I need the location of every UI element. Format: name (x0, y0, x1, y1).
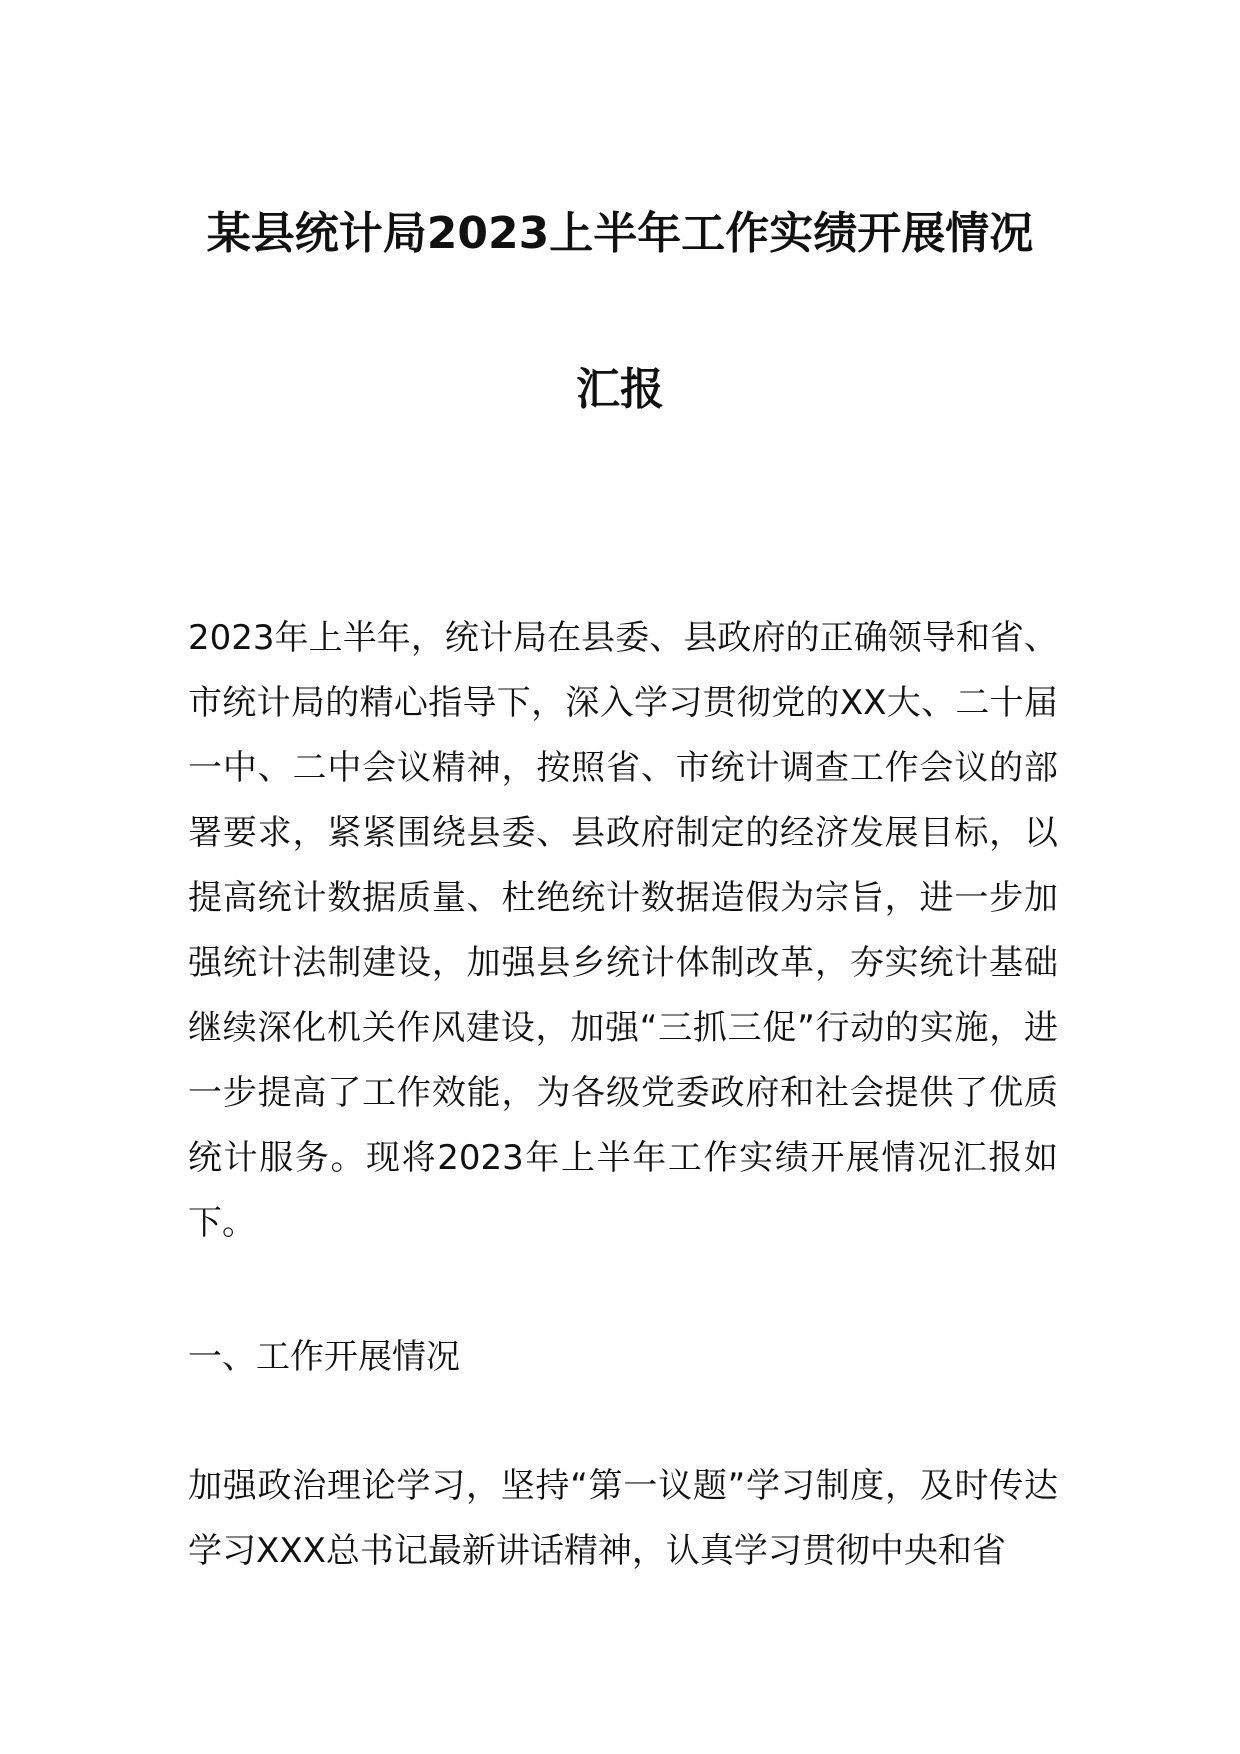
document-title-line-1: 某县统计局2023上半年工作实绩开展情况 (206, 208, 1034, 259)
document-title-line-2: 汇报 (576, 364, 664, 415)
section-paragraph: 加强政治理论学习，坚持“第一议题”学习制度，及时传达学习XXX总书记最新讲话精神，认真学习贯彻中央和省 (188, 1466, 1058, 1571)
section-heading: 一、工作开展情况 (188, 1337, 460, 1377)
intro-paragraph: 2023年上半年，统计局在县委、县政府的正确领导和省、市统计局的精心指导下，深入学习贯彻党的XX大、二十届一中、二中会议精神，按照省、市统计调查工作会议的部署要求，紧紧围绕县委、县政府制定的经济发展目标，以提高统计数据质量、杜绝统计数据造假为宗旨，进一步加强统计法制建设，加强县乡统计体制改革，夯实统计基础继续深化机关作风建设，加强“三抓三促”行动的实施，进一步提高了工作效能，为各级党委政府和社会提供了优质统计服务。现将2023年上半年工作实绩开展情况汇报如下。 (188, 618, 1058, 1243)
